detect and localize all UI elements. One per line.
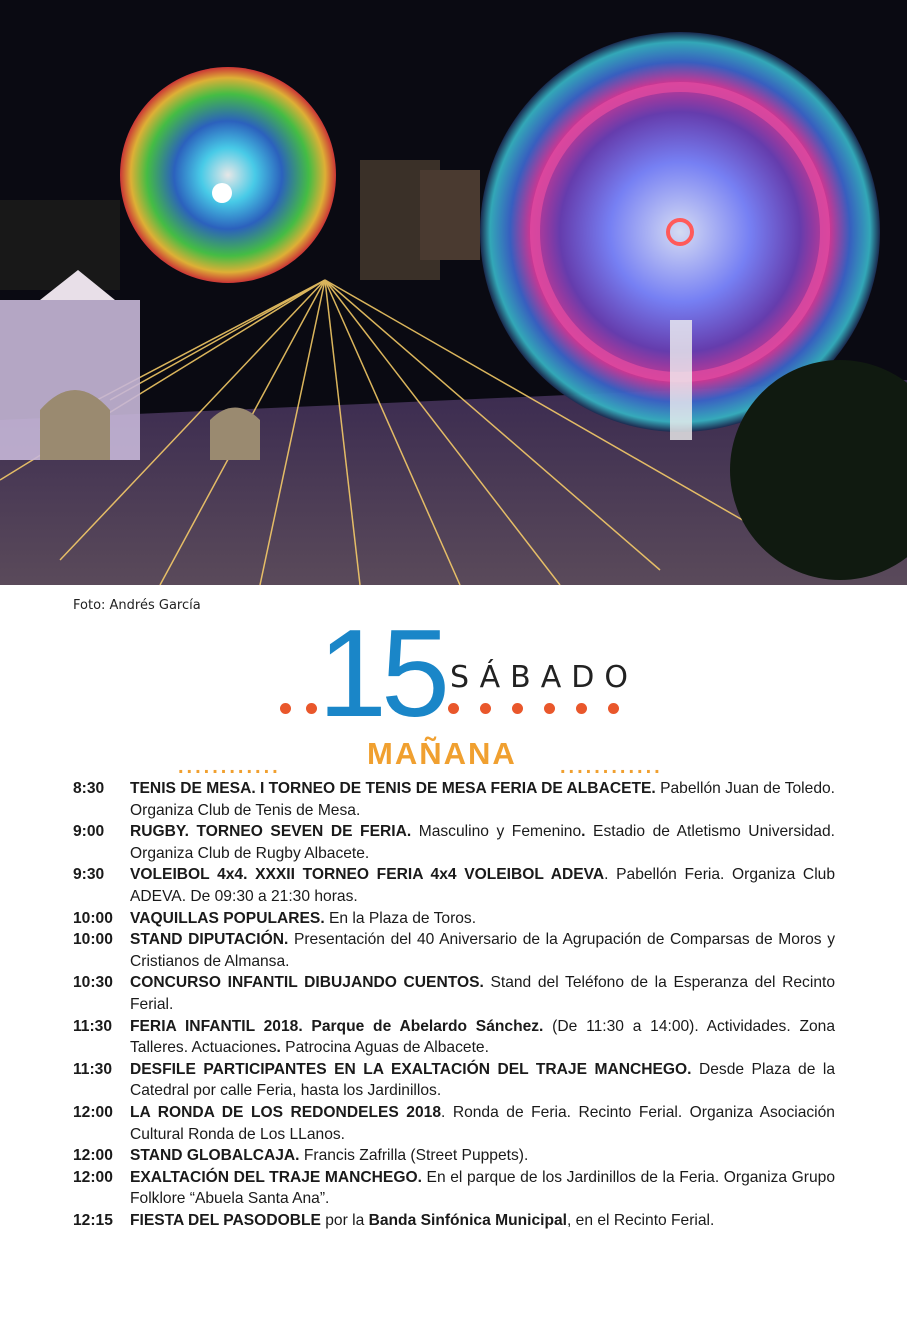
event-row: [73, 1102, 835, 1145]
event-highlight-text: TENIS DE MESA. I TORNEO DE TENIS DE MESA FERIA DE ALBACETE.: [130, 780, 656, 797]
decorative-dot: [448, 703, 459, 714]
event-row: [73, 929, 835, 972]
event-time: 12:00: [73, 1103, 113, 1121]
event-row: [73, 972, 835, 1015]
event-highlight-text: FIESTA DEL PASODOBLE: [130, 1211, 321, 1229]
event-highlight-text: VOLEIBOL 4x4. XXXII TORNEO FERIA 4x4 VOLEIBOL ADEVA: [130, 866, 605, 884]
event-highlight-text: .: [276, 1039, 281, 1057]
event-highlight-text: DESFILE PARTICIPANTES EN LA EXALTACIÓN DEL TRAJE MANCHEGO.: [130, 1060, 692, 1078]
section-title: MAÑANA: [367, 736, 517, 771]
decorative-dot: [608, 703, 619, 714]
event-detail-text: , en el Recinto Ferial.: [567, 1211, 715, 1229]
event-description: [130, 821, 835, 864]
event-highlight-text: Banda Sinfónica Municipal: [368, 1211, 568, 1229]
decorative-dot: [576, 703, 587, 714]
event-detail-text: por la: [320, 1211, 369, 1229]
event-row: [73, 1145, 835, 1167]
fairground-night-photo: [0, 0, 907, 585]
event-detail-text: . Ronda de Feria. Recinto Ferial. Organiza Asociación Cultural Ronda de Los LLanos.: [130, 1103, 835, 1143]
event-time: 11:30: [73, 1017, 113, 1035]
event-detail-text: Stand del Teléfono de la Esperanza del Recinto Ferial.: [130, 974, 835, 1013]
event-detail-text: Estadio de Atletismo Universidad. Organiza Club de Rugby Albacete.: [130, 823, 835, 862]
decorative-dot: [306, 703, 317, 714]
event-row: [73, 1059, 835, 1102]
event-highlight-text: VAQUILLAS POPULARES.: [130, 909, 325, 927]
event-description: [130, 1167, 835, 1210]
decorative-dot: [512, 703, 523, 714]
event-description: [130, 929, 835, 972]
event-detail-text: (De 11:30 a 14:00). Actividades. Zona Talleres. Actuaciones: [130, 1017, 835, 1057]
event-detail-text: Francis Zafrilla (Street Puppets).: [299, 1147, 529, 1165]
event-detail-text: Presentación del 40 Aniversario de la Agrupación de Comparsas de Moros y Cristianos de Almansa.: [130, 931, 835, 970]
event-highlight-text: STAND DIPUTACIÓN.: [130, 931, 289, 949]
event-description: [130, 864, 835, 907]
event-time: 12:00: [73, 1147, 113, 1165]
event-row: [73, 908, 835, 930]
event-highlight-text: .: [581, 823, 586, 841]
left-dotted-leader: ............: [178, 756, 281, 778]
event-row: [73, 1167, 835, 1210]
event-row: [73, 1210, 835, 1232]
event-description: [130, 1210, 835, 1232]
event-row: [73, 864, 835, 907]
decorative-dot: [480, 703, 491, 714]
event-description: [130, 972, 835, 1015]
event-row: [73, 1016, 835, 1059]
event-time: 10:00: [73, 931, 113, 949]
event-highlight-text: FERIA INFANTIL 2018. Parque de Abelardo Sánchez.: [130, 1017, 544, 1035]
day-number: 15: [318, 605, 444, 743]
right-dotted-leader: ............: [560, 756, 663, 778]
event-time: 10:00: [73, 909, 113, 927]
decorative-dot: [280, 703, 291, 714]
event-detail-text: Desde Plaza de la Catedral por calle Feria, hasta los Jardinillos.: [130, 1060, 835, 1100]
event-highlight-text: STAND GLOBALCAJA.: [130, 1147, 300, 1165]
event-description: [130, 908, 835, 930]
event-detail-text: En el parque de los Jardinillos de la Feria. Organiza Grupo Folklore “Abuela Santa Ana”.: [130, 1168, 835, 1208]
event-detail-text: Pabellón Juan de Toledo. Organiza Club de Tenis de Mesa.: [130, 780, 835, 819]
event-description: [130, 778, 835, 821]
event-time: 10:30: [73, 974, 113, 992]
event-description: [130, 1016, 835, 1059]
event-description: [130, 1102, 835, 1145]
event-detail-text: . Pabellón Feria. Organiza Club ADEVA. De 09:30 a 21:30 horas.: [130, 866, 836, 905]
photo-credit: Foto: Andrés García: [73, 598, 201, 613]
event-description: [130, 1145, 835, 1167]
event-highlight-text: EXALTACIÓN DEL TRAJE MANCHEGO.: [130, 1168, 422, 1186]
event-time: 9:00: [73, 823, 105, 841]
event-detail-text: En la Plaza de Toros.: [324, 909, 477, 927]
event-description: [130, 1059, 835, 1102]
event-highlight-text: CONCURSO INFANTIL DIBUJANDO CUENTOS.: [130, 974, 484, 992]
section-header: [0, 736, 907, 778]
event-time: 8:30: [73, 780, 105, 797]
weekday-label: SÁBADO: [450, 660, 638, 695]
event-row: [73, 821, 835, 864]
event-time: 9:30: [73, 866, 105, 884]
fairground-illustration: [0, 0, 907, 585]
event-list: [73, 778, 835, 1231]
event-highlight-text: RUGBY. TORNEO SEVEN DE FERIA.: [130, 823, 412, 841]
event-time: 12:00: [73, 1168, 113, 1186]
event-time: 11:30: [73, 1060, 113, 1078]
event-highlight-text: LA RONDA DE LOS REDONDELES 2018: [130, 1103, 441, 1121]
event-detail-text: Patrocina Aguas de Albacete.: [280, 1039, 489, 1057]
event-detail-text: Masculino y Femenino: [411, 823, 582, 841]
event-time: 12:15: [73, 1211, 113, 1229]
event-row: [73, 778, 835, 821]
decorative-dot: [544, 703, 555, 714]
